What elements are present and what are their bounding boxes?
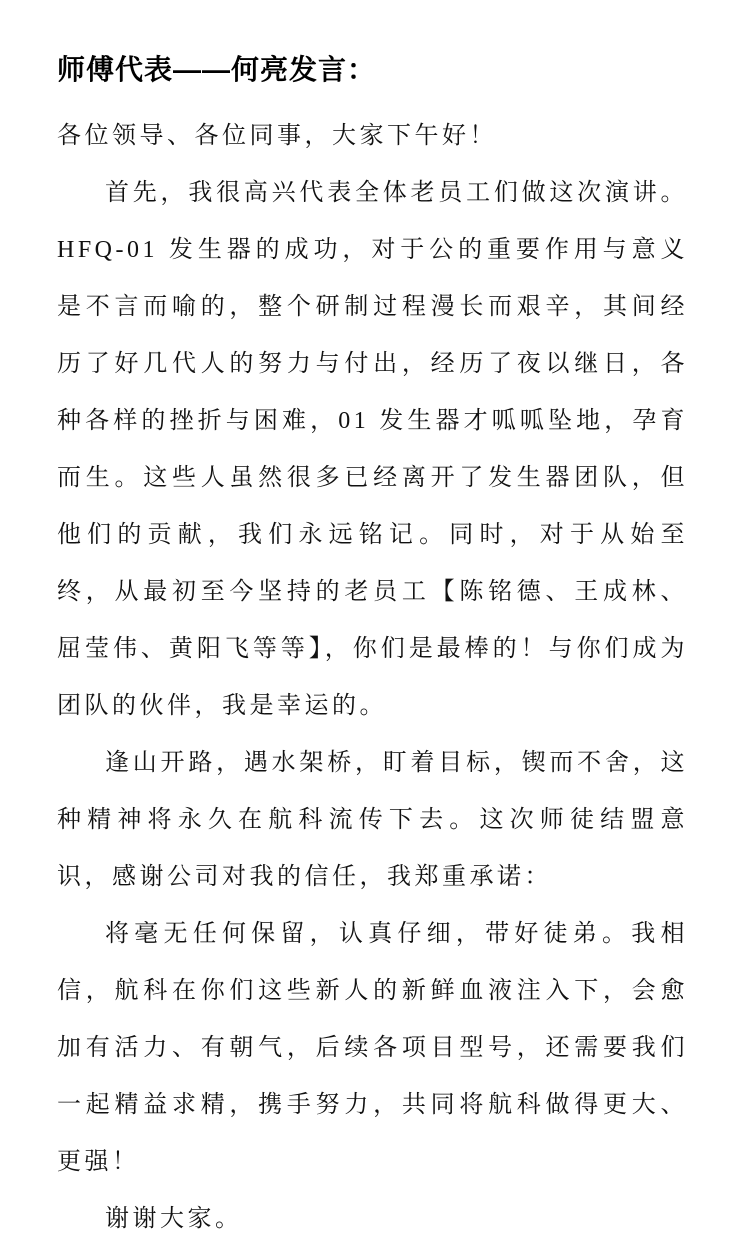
paragraph: 谢谢大家。 bbox=[105, 1206, 243, 1232]
document-body bbox=[57, 108, 688, 1248]
paragraph: 各位领导、各位同事，大家下午好！ bbox=[57, 123, 497, 149]
paragraph: 首先，我很高兴代表全体老员工们做这次演讲。HFQ-01 发生器的成功，对于公的重要作用与意义是不言而喻的，整个研制过程漫长而艰辛，其间经历了好几代人的努力与付出，经历了夜以继日，各种各样的挫折与困难，01 发生器才呱呱坠地，孕育而生。这些人虽然很多已经离开了发生器团队，但他们的贡献，我们永远铭记。同时，对于从始至终，从最初至今坚持的老员工【陈铭德、王成林、屈莹伟、黄阳飞等等】，你们是最棒的！与你们成为团队的伙伴，我是幸运的。 bbox=[57, 180, 688, 719]
document-title: 师傅代表——何亮发言： bbox=[57, 54, 377, 85]
paragraph: 逢山开路，遇水架桥，盯着目标，锲而不舍，这种精神将永久在航科流传下去。这次师徒结盟意识，感谢公司对我的信任，我郑重承诺： bbox=[57, 750, 688, 890]
paragraph: 将毫无任何保留，认真仔细，带好徒弟。我相信，航科在你们这些新人的新鲜血液注入下，会愈加有活力、有朝气，后续各项目型号，还需要我们一起精益求精，携手努力，共同将航科做得更大、更强！ bbox=[57, 921, 688, 1175]
